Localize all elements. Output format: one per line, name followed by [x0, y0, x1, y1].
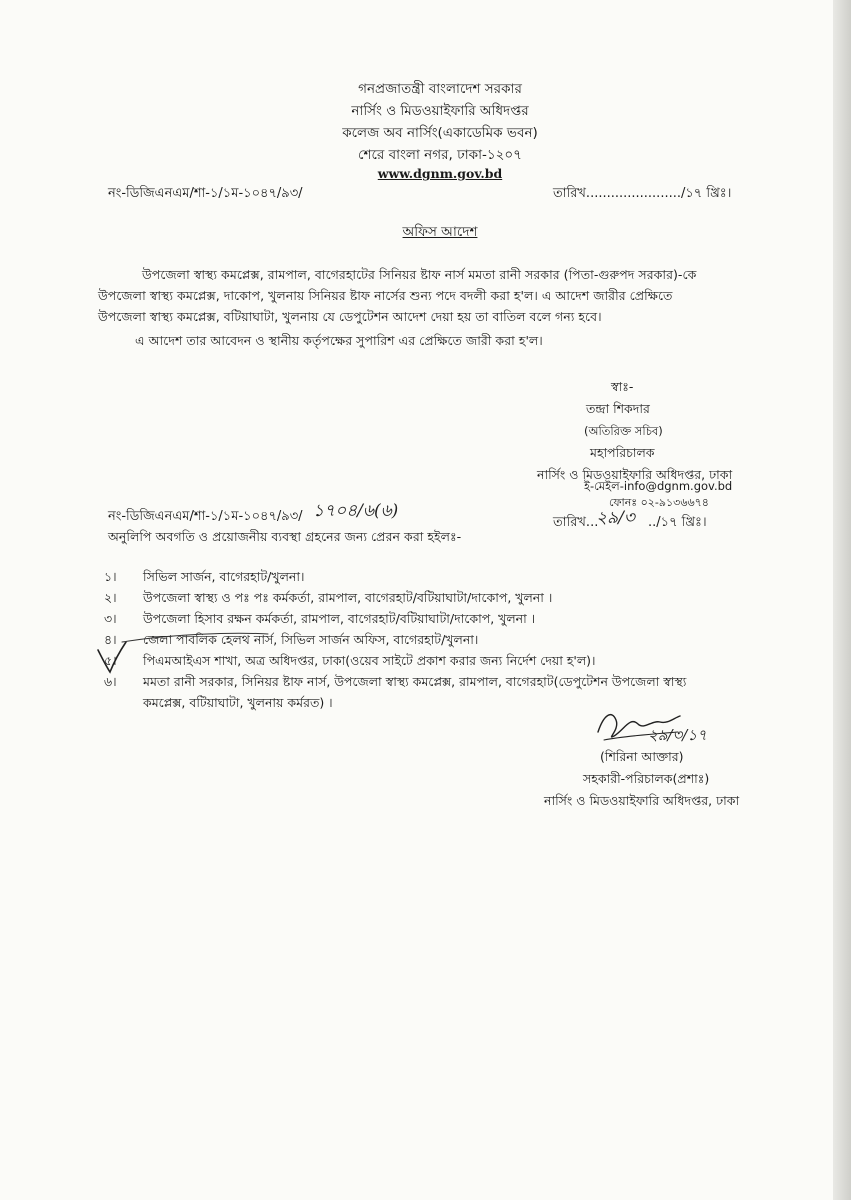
- list-item: সিভিল সার্জন, বাগেরহাট/খুলনা।: [143, 569, 305, 584]
- order-paragraph: [98, 264, 738, 327]
- list-item-number: ৬।: [104, 674, 117, 689]
- handwritten-signature-date: ২৯/৩/১৭: [648, 726, 707, 744]
- college-name: কলেজ অব নার্সিং(একাডেমিক ভবন): [342, 125, 538, 141]
- pen-check-mark: [92, 628, 272, 678]
- memo-reference-2: নং-ডিজিএনএম/শা-১/১ম-১০৪৭/৯৩/: [108, 509, 303, 524]
- copy-intro: অনুলিপি অবগতি ও প্রয়োজনীয় ব্যবস্থা গ্রহনের জন্য প্রেরন করা হইলঃ-: [108, 529, 462, 544]
- list-item-continuation: কমপ্লেক্স, বটিয়াঘাটা, খুলনায় কর্মরত) ।: [143, 695, 333, 710]
- list-item: পিএমআইএস শাখা, অত্র অধিদপ্তর, ঢাকা(ওয়েব সাইটে প্রকাশ করার জন্য নির্দেশ দেয়া হ'ল)।: [143, 653, 596, 668]
- signatory-rank: (অতিরিক্ত সচিব): [584, 424, 663, 438]
- signatory-2-designation: সহকারী-পরিচালক(প্রশাঃ): [583, 771, 710, 786]
- list-item: জেলা পাবলিক হেলথ নার্স, সিভিল সার্জন অফিস, বাগেরহাট/খুলনা।: [143, 632, 479, 647]
- signed-mark: স্বাঃ-: [611, 379, 634, 394]
- list-item-number: ২।: [104, 590, 117, 605]
- directorate-name: নার্সিং ও মিডওয়াইফারি অধিদপ্তর: [351, 103, 529, 119]
- list-item: উপজেলা স্বাস্থ্য ও পঃ পঃ কর্মকর্তা, রামপাল, বাগেরহাট/বটিয়াঘাটা/দাকোপ, খুলনা ।: [143, 590, 553, 605]
- memo-reference: নং-ডিজিএনএম/শা-১/১ম-১০৪৭/৯৩/: [108, 186, 303, 201]
- order-note: এ আদেশ তার আবেদন ও স্থানীয় কর্তৃপক্ষের সুপারিশ এর প্রেক্ষিতে জারী করা হ'ল।: [135, 333, 543, 348]
- handwritten-memo-number: ১৭০৪/৬(৬): [313, 501, 399, 521]
- address: শেরে বাংলা নগর, ঢাকা-১২০৭: [358, 147, 522, 163]
- list-item-number: ৩।: [104, 611, 117, 626]
- page-edge: [833, 0, 851, 1200]
- signatory-phone: ফোনঃ ০২-৯১৩৬৬৭৪: [609, 496, 709, 509]
- signatory-2-office: নার্সিং ও মিডওয়াইফারি অধিদপ্তর, ঢাকা: [544, 793, 740, 808]
- list-item-number: ৫।: [104, 653, 117, 668]
- list-item-number: ৪।: [104, 632, 117, 647]
- date-line: তারিখ......................./১৭ খ্রিঃ।: [553, 186, 732, 201]
- handwritten-date: ২৯/৩: [596, 508, 635, 528]
- date-line-2-prefix: তারিখ...: [553, 515, 599, 530]
- paragraph-line: উপজেলা স্বাস্থ্য কমপ্লেক্স, রামপাল, বাগেরহাটের সিনিয়র ষ্টাফ নার্স মমতা রানী সরকার (পিতা-গুরুপদ সরকার)-কে: [142, 267, 697, 282]
- signatory-2-name: (শিরিনা আক্তার): [600, 749, 684, 764]
- signatory-name: তন্দ্রা শিকদার: [586, 401, 650, 416]
- document-title: অফিস আদেশ: [402, 224, 478, 240]
- signatory-designation: মহাপরিচালক: [590, 445, 655, 460]
- website-link[interactable]: www.dgnm.gov.bd: [377, 166, 503, 181]
- govt-title: গনপ্রজাতন্ত্রী বাংলাদেশ সরকার: [358, 81, 522, 97]
- date-line-2-suffix: ../১৭ খ্রিঃ।: [648, 515, 707, 530]
- paragraph-line: উপজেলা স্বাস্থ্য কমপ্লেক্স, বটিয়াঘাটা, খুলনায় যে ডেপুটেশন আদেশ দেয়া হয় তা বাতিল বলে গন্য হবে।: [98, 309, 602, 324]
- paragraph-line: উপজেলা স্বাস্থ্য কমপ্লেক্স, দাকোপ, খুলনায় সিনিয়র ষ্টাফ নার্সের শুন্য পদে বদলী করা হ'ল। এ আদেশ জারীর প্রেক্ষিতে: [98, 288, 673, 303]
- list-item: মমতা রানী সরকার, সিনিয়র ষ্টাফ নার্স, উপজেলা স্বাস্থ্য কমপ্লেক্স, রামপাল, বাগেরহাট(ডেপুটেশন উপজেলা স্বাস্থ্য: [143, 674, 687, 689]
- list-item: উপজেলা হিসাব রক্ষন কর্মকর্তা, রামপাল, বাগেরহাট/বটিয়াঘাটা/দাকোপ, খুলনা ।: [143, 611, 536, 626]
- signatory-email: ই-মেইল-info@dgnm.gov.bd: [584, 479, 733, 493]
- list-item-number: ১।: [104, 569, 117, 584]
- signatory-office: নার্সিং ও মিডওয়াইফারি অধিদপ্তর, ঢাকা: [537, 467, 733, 482]
